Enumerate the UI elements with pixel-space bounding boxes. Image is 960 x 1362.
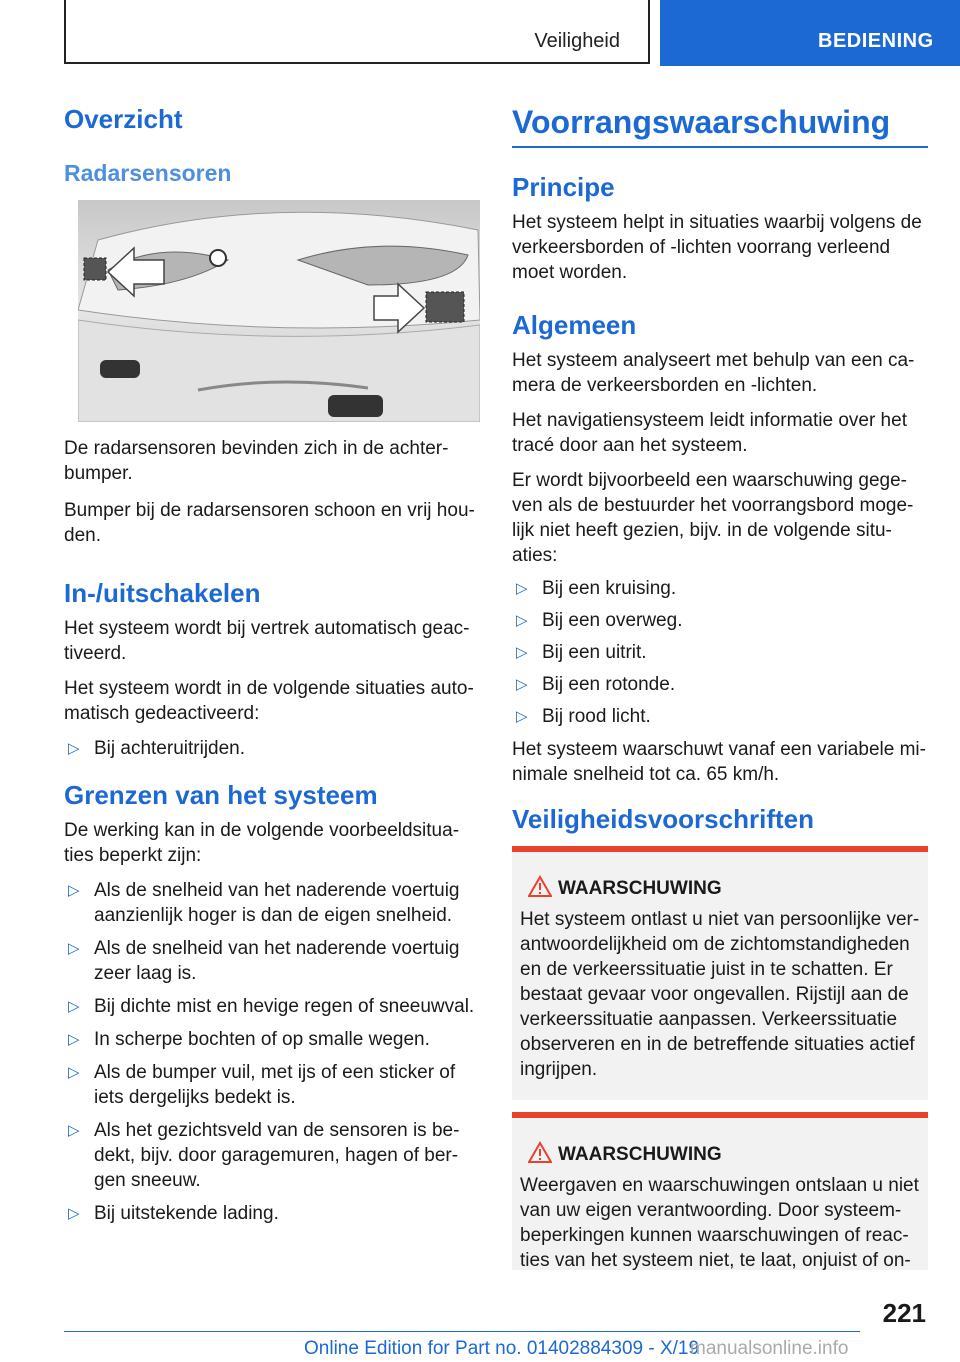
triangle-bullet-icon: ▷ — [68, 1122, 80, 1139]
footer-watermark: manualsonline.info — [690, 1338, 849, 1359]
header-chapter-tab: BEDIENING — [660, 0, 960, 66]
list-item: ▷ Bij achteruitrijden. — [68, 738, 246, 759]
triangle-bullet-icon: ▷ — [68, 740, 80, 757]
heading-limits: Grenzen van het systeem — [64, 780, 378, 810]
onoff-paragraph-1: Het systeem wordt bij vertrek automatisch geac-tiveerd. — [64, 618, 470, 664]
list-item: ▷ Bij een kruising. — [516, 578, 677, 599]
warning-text-2: Weergaven en waarschuwingen ontslaan u niet van uw eigen verantwoording. Door systeem-beperkingen kunnen waarschuwingen of reac-ties van het systeem niet, te laat, onjuist of on- — [520, 1175, 919, 1271]
warning-title-1: WAARSCHUWING — [520, 876, 920, 901]
onoff-paragraph-2: Het systeem wordt in de volgende situaties auto-matisch gedeactiveerd: — [64, 678, 474, 724]
triangle-bullet-icon: ▷ — [68, 1205, 80, 1222]
list-item: ▷ Als de bumper vuil, met ijs of een sticker of iets dergelijks bedekt is. — [68, 1062, 456, 1108]
page-number: 221 — [882, 1298, 926, 1328]
list-item: ▷ Als het gezichtsveld van de sensoren is be-dekt, bijv. door garagemuren, hagen of ber-gen sneeuw. — [68, 1120, 460, 1191]
list-item: ▷ Bij uitstekende lading. — [68, 1203, 279, 1224]
general-paragraph-1: Het systeem analyseert met behulp van een ca-mera de verkeersborden en -lichten. — [512, 350, 915, 396]
car-rear-image — [78, 200, 480, 422]
list-item: ▷ Bij een uitrit. — [516, 642, 647, 663]
general-paragraph-2: Het navigatiensysteem leidt informatie over het tracé door aan het systeem. — [512, 410, 907, 456]
triangle-bullet-icon: ▷ — [516, 708, 528, 725]
heading-principle: Principe — [512, 172, 615, 202]
list-item: ▷ Bij dichte mist en hevige regen of sneeuwval. — [68, 996, 475, 1017]
triangle-bullet-icon: ▷ — [68, 882, 80, 899]
general-list — [512, 576, 928, 729]
triangle-bullet-icon: ▷ — [68, 1064, 80, 1081]
header-section-box — [64, 0, 650, 64]
radar-paragraph-2: Bumper bij de radarsensoren schoon en vrij hou-den. — [64, 500, 475, 546]
triangle-bullet-icon: ▷ — [68, 940, 80, 957]
limits-paragraph: De werking kan in de volgende voorbeeldsitua-ties beperkt zijn: — [64, 820, 460, 866]
general-paragraph-3: Er wordt bijvoorbeeld een waarschuwing gege-ven als de bestuurder het voorrangsbord moge-lijk niet heeft gezien, bijv. in de volgende situ-aties: — [512, 470, 914, 566]
triangle-bullet-icon: ▷ — [516, 580, 528, 597]
heading-general: Algemeen — [512, 310, 637, 340]
triangle-bullet-icon: ▷ — [516, 644, 528, 661]
heading-overview: Overzicht — [64, 104, 183, 134]
triangle-bullet-icon: ▷ — [68, 998, 80, 1015]
header-section-label: Veiligheid — [534, 30, 620, 52]
car-rear-illustration — [78, 200, 480, 422]
heading-radar-sensors: Radarsensoren — [64, 160, 232, 186]
list-item: ▷ Bij een rotonde. — [516, 674, 676, 695]
warning-triangle-icon — [528, 875, 552, 897]
triangle-bullet-icon: ▷ — [68, 1031, 80, 1048]
warning-box-1 — [512, 846, 928, 1100]
triangle-bullet-icon: ▷ — [516, 676, 528, 693]
triangle-bullet-icon: ▷ — [516, 612, 528, 629]
general-paragraph-4: Het systeem waarschuwt vanaf een variabele mi-nimale snelheid tot ca. 65 km/h. — [512, 739, 926, 785]
heading-on-off: In-/uitschakelen — [64, 578, 261, 608]
warning-title-2: WAARSCHUWING — [520, 1142, 920, 1167]
principle-paragraph: Het systeem helpt in situaties waarbij volgens de verkeersborden of -lichten voorrang verleend moet worden. — [512, 212, 922, 283]
list-item: ▷ Als de snelheid van het naderende voertuig aanzienlijk hoger is dan de eigen snelheid. — [68, 880, 460, 926]
limits-list — [64, 878, 480, 1226]
radar-paragraph-1: De radarsensoren bevinden zich in de achter-bumper. — [64, 438, 449, 484]
warning-triangle-icon — [528, 1141, 552, 1163]
list-item: ▷ Als de snelheid van het naderende voertuig zeer laag is. — [68, 938, 460, 984]
heading-safety: Veiligheidsvoorschriften — [512, 804, 814, 834]
onoff-list — [64, 736, 480, 761]
footer-divider — [64, 1331, 860, 1332]
heading-underline — [512, 146, 928, 148]
footer-edition: Online Edition for Part no. 01402884309 - X/19 — [304, 1338, 700, 1359]
warning-text-1: Het systeem ontlast u niet van persoonlijke ver-antwoordelijkheid om de zichtomstandigheden en de verkeerssituatie juist in te schatten. Er bestaat gevaar voor ongevallen. Rijstijl aan de verkeerssituatie aanpassen. Verkeerssituatie observeren en in de betreffende situaties actief ingrijpen. — [520, 909, 920, 1080]
heading-priority-warning: Voorrangswaarschuwing — [512, 104, 891, 140]
list-item: ▷ In scherpe bochten of op smalle wegen. — [68, 1029, 430, 1050]
list-item: ▷ Bij een overweg. — [516, 610, 683, 631]
list-item: ▷ Bij rood licht. — [516, 706, 651, 727]
warning-box-2 — [512, 1112, 928, 1270]
